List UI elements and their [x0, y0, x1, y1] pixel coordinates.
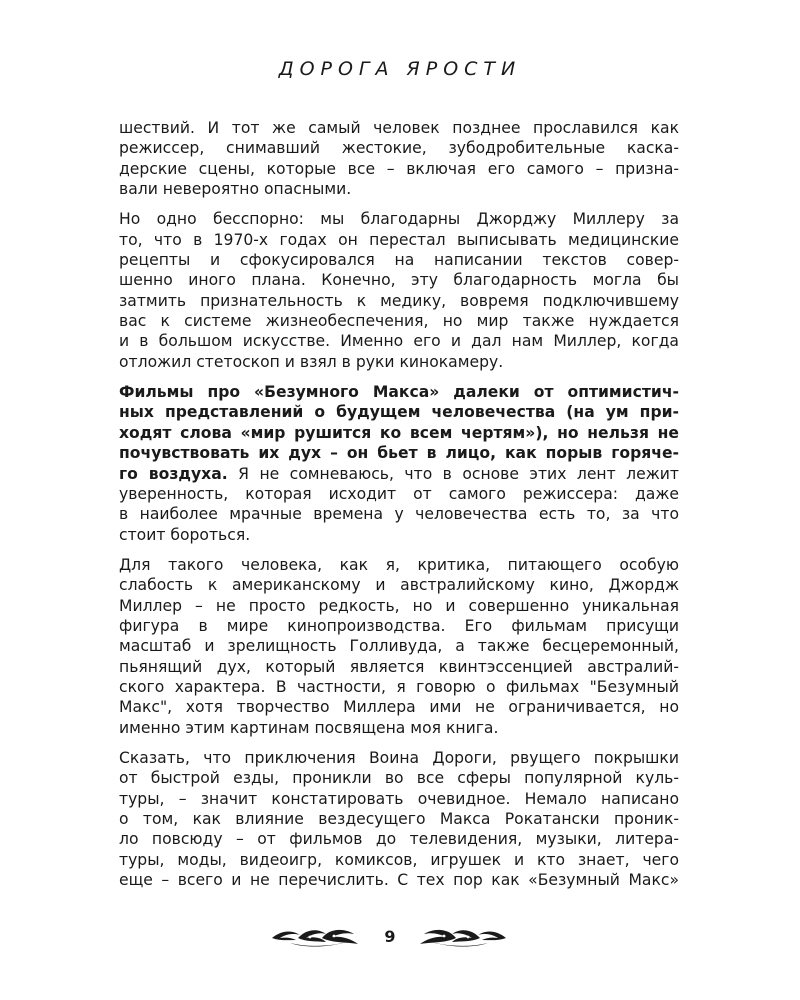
flame-ornament-left-icon	[270, 926, 360, 950]
text-line: Макс", хотя творчество Миллера ими не ограничивается, но	[119, 698, 679, 717]
paragraph-1	[119, 118, 679, 199]
text-line: рецепты и сфокусировался на написании текстов совер-	[119, 251, 679, 270]
text-line: слабость к американскому и австралийскому кино, Джордж	[119, 576, 679, 595]
paragraph-4	[119, 555, 679, 738]
text-line: вас к системе жизнеобеспечения, но мир также нуждается	[119, 312, 679, 331]
text-line: масштаб и зрелищность Голливуда, а также бесцеремонный,	[119, 637, 679, 656]
text-line: туры, моды, видеоигр, комиксов, игрушек и кто знает, чего	[119, 850, 679, 869]
text-line: еще – всего и не перечислить. С тех пор как «Безумный Макс»	[119, 871, 679, 890]
page-footer	[0, 918, 800, 958]
text-line: шенно иного плана. Конечно, эту благодарность могла бы	[119, 271, 679, 290]
text-line: то, что в 1970-х годах он перестал выписывать медицинские	[119, 230, 679, 249]
paragraph-3	[119, 382, 679, 545]
paragraph-5	[119, 748, 679, 890]
text-line: уверенность, которая исходит от самого режиссера: даже	[119, 484, 679, 503]
text-line: в наиболее мрачные времена у человечества есть то, за что	[119, 505, 679, 524]
bold-text-line: почувствовать их дух – он бьет в лицо, как порыв горяче-	[119, 444, 679, 463]
regular-fragment: Я не сомневаюсь, что в основе этих лент лежит	[227, 464, 679, 483]
paragraph-2	[119, 209, 679, 372]
text-line: Но одно бесспорно: мы благодарны Джорджу Миллеру за	[119, 210, 679, 229]
mixed-text-line	[119, 464, 679, 484]
text-line: затмить признательность к медику, вовремя подключившему	[119, 291, 679, 310]
body-text	[119, 118, 679, 900]
text-line: режиссер, снимавший жестокие, зубодробительные каска-	[119, 139, 679, 158]
bold-text-line: Фильмы про «Безумного Макса» далеки от оптимистич-	[119, 383, 679, 402]
text-line: Миллер – не просто редкость, но и совершенно уникальная	[119, 596, 679, 615]
text-line: дерские сцены, которые все – включая его самого – призна-	[119, 159, 679, 178]
bold-fragment: го воздуха.	[119, 464, 228, 483]
text-line: пьянящий дух, который является квинтэссенцией австралий-	[119, 657, 679, 676]
text-line: ского характера. В частности, я говорю о фильмах "Безумный	[119, 677, 679, 696]
text-line: и в большом искусстве. Именно его и дал нам Миллер, когда	[119, 332, 679, 351]
flame-ornament-right-icon	[418, 926, 508, 950]
text-line: вали невероятно опасными.	[119, 180, 352, 199]
text-line: туры, – значит констатировать очевидное. Немало написано	[119, 789, 679, 808]
text-line: от быстрой езды, проникли во все сферы популярной куль-	[119, 769, 679, 788]
text-line: о том, как влияние вездесущего Макса Рокатански проник-	[119, 810, 679, 828]
text-line: Для такого человека, как я, критика, питающего особую	[119, 555, 679, 574]
bold-text-line: ных представлений о будущем человечества (на ум при-	[119, 403, 679, 422]
bold-text-line: ходят слова «мир рушится ко всем чертям»), но нельзя не	[119, 423, 679, 442]
text-line: стоит бороться.	[119, 525, 251, 544]
text-line: Сказать, что приключения Воина Дороги, рвущего покрышки	[119, 748, 679, 767]
text-line: фигура в мире кинопроизводства. Его фильмам присущи	[119, 616, 679, 635]
text-line: отложил стетоскоп и взял в руки кинокамеру.	[119, 352, 504, 371]
page-number: 9	[384, 927, 396, 946]
text-line: шествий. И тот же самый человек позднее прославился как	[119, 119, 679, 137]
running-head-title: ДОРОГА ЯРОСТИ	[278, 58, 522, 80]
text-line: именно этим картинам посвящена моя книга.	[119, 718, 499, 737]
text-line: ло повсюду – от фильмов до телевидения, музыки, литера-	[119, 830, 679, 849]
